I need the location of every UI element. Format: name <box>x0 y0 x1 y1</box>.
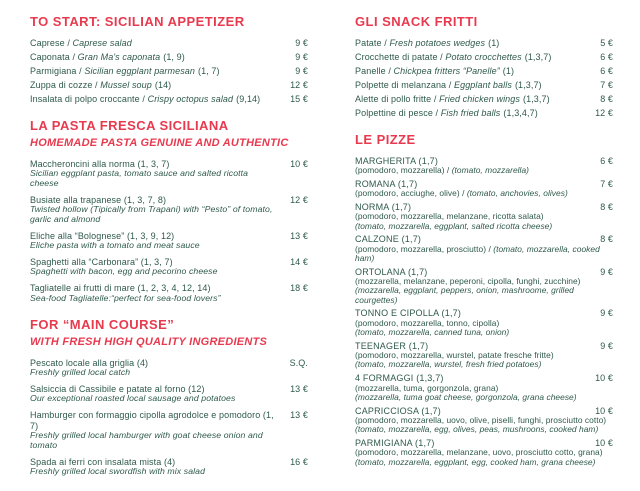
item-name: CAPRICCIOSA (1,7) <box>355 405 441 416</box>
menu-item <box>355 234 613 263</box>
menu-section <box>30 15 308 105</box>
item-price: 5 € <box>600 38 613 48</box>
pizza-ingredients-line <box>355 222 613 231</box>
item-separator: / <box>69 52 78 62</box>
item-separator: / <box>92 80 101 90</box>
ingredients-italian: (pomodoro, mozzarella, uovo, olive, piselli, funghi, prosciutto cotto) <box>355 415 607 426</box>
menu-item <box>30 159 308 189</box>
ingredients-italian: (pomodoro, mozzarella, melanzane, uovo, prosciutto cotto, grana) <box>355 447 603 458</box>
menu-item <box>355 80 613 91</box>
item-price: 7 € <box>600 178 613 189</box>
item-name: Zuppa di cozze <box>30 80 93 90</box>
item-price: 9 € <box>295 38 308 48</box>
section-subtitle: HOMEMADE PASTA GENUINE AND AUTHENTIC <box>30 136 289 149</box>
menu-item <box>30 358 308 378</box>
pizza-ingredients-line <box>355 425 613 434</box>
item-price: 9 € <box>295 52 308 62</box>
pizza-ingredients-line <box>355 245 613 263</box>
menu-item-row <box>355 66 613 77</box>
item-allergens: (1,3,7) <box>514 80 542 90</box>
ingredients-english: (tomato, mozzarella) <box>451 165 530 175</box>
item-name: Polpette di melanzana <box>355 80 447 90</box>
menu-item-text <box>30 66 220 77</box>
item-name: Hamburger con formaggio cipolla agrodolce e pomodoro (1, 7) <box>30 410 274 431</box>
menu-item <box>355 38 613 49</box>
item-price: 6 € <box>600 52 613 62</box>
ingredients-english: (tomato, mozzarella, wurstel, fresh fried potatoes) <box>355 359 542 370</box>
ingredients-italian: (pomodoro, mozzarella, melanzane, ricotta salata) <box>355 211 544 222</box>
menu-item <box>30 66 308 77</box>
item-translation: Mussel soup <box>100 80 152 90</box>
item-name: Parmigiana <box>30 66 77 76</box>
menu-item <box>355 94 613 105</box>
menu-item <box>355 66 613 77</box>
item-name: Maccheroncini alla norma (1, 3, 7) <box>30 158 170 169</box>
pizza-ingredients-line <box>355 166 613 175</box>
ingredients-english: (tomato, mozzarella, eggplant, egg, cooked ham, grana cheese) <box>355 456 596 467</box>
item-name: 4 FORMAGGI (1,3,7) <box>355 373 444 384</box>
item-separator: / <box>459 188 467 199</box>
menu-item-text <box>30 38 132 49</box>
section-subtitle: WITH FRESH HIGH QUALITY INGREDIENTS <box>30 335 268 348</box>
item-name: TEENAGER (1,7) <box>355 340 429 351</box>
ingredients-italian: (pomodoro, mozzarella) <box>355 165 445 175</box>
menu-item-row <box>30 38 308 49</box>
menu-item <box>30 384 308 404</box>
item-description: Freshly grilled local swordfish with mix salad <box>30 466 206 477</box>
item-description: Sea-food Tagliatelle:“perfect for sea-food lovers” <box>30 292 221 303</box>
pizza-ingredients-line <box>355 328 613 337</box>
item-price: S.Q. <box>289 357 308 368</box>
menu-item-row <box>30 80 308 91</box>
item-price: 7 € <box>600 80 613 90</box>
ingredients-italian: (pomodoro, acciughe, olive) <box>355 188 460 199</box>
pizza-ingredients-line <box>355 286 613 304</box>
menu-item-text <box>30 52 185 63</box>
item-translation: Fresh potatoes wedges <box>389 38 486 48</box>
menu-item-row <box>30 457 308 468</box>
menu-section <box>355 133 613 467</box>
menu-item <box>30 80 308 91</box>
item-description: Sicilian eggplant pasta, tomato sauce and salted ricotta cheese <box>30 168 249 188</box>
section-title: LE PIZZE <box>355 131 416 147</box>
pizza-ingredients-line <box>355 360 613 369</box>
ingredients-italian: (pomodoro, mozzarella, tonno, cipolla) <box>355 317 500 328</box>
menu-item-row <box>30 52 308 63</box>
item-separator: / <box>437 52 446 62</box>
menu-item <box>30 94 308 105</box>
item-price: 14 € <box>290 256 308 267</box>
item-allergens: (14) <box>154 80 172 90</box>
pizza-ingredients-line <box>355 458 613 467</box>
menu-item <box>30 195 308 225</box>
menu-item <box>30 457 308 477</box>
ingredients-english: (tomato, mozzarella, canned tuna, onion) <box>355 327 510 338</box>
item-price: 6 € <box>600 66 613 76</box>
item-price: 9 € <box>295 66 308 76</box>
item-translation: Gran Ma's caponata <box>77 52 161 62</box>
item-price: 8 € <box>600 234 613 245</box>
menu-item <box>355 373 613 402</box>
item-name: Patate <box>355 38 382 48</box>
item-description: Our exceptional roasted local sausage and potatoes <box>30 393 236 404</box>
item-name: Panelle <box>355 66 386 76</box>
menu-item <box>355 267 613 305</box>
menu-item-text <box>355 52 551 63</box>
item-name: Busiate alla trapanese (1, 3, 7, 8) <box>30 194 167 205</box>
item-allergens: (9,14) <box>236 94 261 104</box>
menu-item-text <box>355 80 542 91</box>
item-price: 10 € <box>595 373 613 384</box>
ingredients-english: (mozzarella, eggplant, peppers, onion, mashroome, grilled courgettes) <box>355 285 574 305</box>
item-name: Salsiccia di Cassibile e patate al forno (12) <box>30 383 205 394</box>
menu-item-row <box>355 108 613 119</box>
item-separator: / <box>432 108 441 118</box>
menu-item-text <box>355 108 538 119</box>
item-name: Alette di pollo fritte <box>355 94 432 104</box>
menu-item <box>30 257 308 277</box>
ingredients-english: (tomato, anchovies, olives) <box>466 188 568 199</box>
item-separator: / <box>385 66 394 76</box>
item-translation: Crispy octopus salad <box>147 94 234 104</box>
item-price: 13 € <box>290 383 308 394</box>
menu-item-row <box>355 38 613 49</box>
section-title: LA PASTA FRESCA SICILIANA <box>30 117 229 133</box>
item-name: Eliche alla “Bolognese” (1, 3, 9, 12) <box>30 230 175 241</box>
item-price: 12 € <box>290 194 308 205</box>
ingredients-english: (mozzarella, tuma goat cheese, gorgonzola, grana cheese) <box>355 391 577 402</box>
menu-item <box>355 308 613 337</box>
item-allergens: (1) <box>488 38 500 48</box>
item-price: 13 € <box>290 410 308 421</box>
item-separator: / <box>444 165 452 175</box>
item-description: Eliche pasta with a tomato and meat sauce <box>30 240 200 251</box>
item-separator: / <box>381 38 390 48</box>
item-price: 9 € <box>600 340 613 351</box>
item-price: 10 € <box>595 405 613 416</box>
pizza-ingredients-line <box>355 393 613 402</box>
item-price: 10 € <box>290 158 308 169</box>
ingredients-italian: (mozzarella, tuma, gorgonzola, grana) <box>355 382 499 393</box>
item-translation: Potato crocchettes <box>445 52 522 62</box>
item-separator: / <box>139 94 148 104</box>
item-translation: Sicilian eggplant parmesan <box>84 66 196 76</box>
menu-item <box>355 406 613 435</box>
menu-section <box>355 15 613 119</box>
item-separator: / <box>76 66 85 76</box>
item-price: 8 € <box>600 94 613 104</box>
item-separator: / <box>446 80 454 90</box>
menu-section <box>30 318 308 477</box>
section-title: GLI SNACK FRITTI <box>355 14 478 29</box>
item-translation: Fried chicken wings <box>439 94 520 104</box>
menu-item <box>355 179 613 199</box>
item-price: 12 € <box>595 108 613 118</box>
item-name: Spada ai ferri con insalata mista (4) <box>30 456 176 467</box>
menu-item-row <box>30 410 308 431</box>
item-name: CALZONE (1,7) <box>355 234 422 245</box>
ingredients-italian: (pomodoro, mozzarella, prosciutto) <box>355 243 487 254</box>
menu-item <box>355 156 613 176</box>
item-name: TONNO E CIPOLLA (1,7) <box>355 308 462 319</box>
menu-item <box>30 231 308 251</box>
item-translation: Fish fried balls <box>440 108 501 118</box>
item-name: Tagliatelle ai frutti di mare (1, 2, 3, 4, 12, 14) <box>30 283 211 294</box>
item-name: Polpettine di pesce <box>355 108 433 118</box>
menu-item-row <box>30 94 308 105</box>
menu-item-row <box>30 66 308 77</box>
item-name: ROMANA (1,7) <box>355 178 418 189</box>
item-allergens: (1) <box>502 66 515 76</box>
item-price: 16 € <box>290 456 308 467</box>
item-description: Freshly grilled local hamburger with goat cheese onion and tomato <box>30 430 263 450</box>
menu-item <box>30 52 308 63</box>
item-name: PARMIGIANA (1,7) <box>355 437 435 448</box>
item-name: Caponata <box>30 52 70 62</box>
menu-section <box>30 119 308 304</box>
item-price: 9 € <box>600 308 613 319</box>
menu-item <box>30 38 308 49</box>
menu-item <box>30 410 308 451</box>
ingredients-italian: (pomodoro, mozzarella, wurstel, patate fresche fritte) <box>355 350 554 361</box>
item-separator: / <box>64 38 73 48</box>
item-price: 10 € <box>595 437 613 448</box>
item-allergens: (1,3,7) <box>524 52 552 62</box>
item-description: Freshly grilled local catch <box>30 367 131 378</box>
item-allergens: (1,3,4,7) <box>503 108 538 118</box>
menu-item <box>355 202 613 231</box>
item-name: Caprese <box>30 38 65 48</box>
menu-item <box>355 108 613 119</box>
item-name: Crocchette di patate <box>355 52 438 62</box>
menu-item <box>355 438 613 467</box>
item-name: MARGHERITA (1,7) <box>355 155 439 166</box>
ingredients-italian: (mozzarella, melanzane, peperoni, cipolla, funghi, zucchine) <box>355 276 581 287</box>
section-title: FOR “MAIN COURSE” <box>30 316 175 332</box>
item-price: 9 € <box>600 266 613 277</box>
menu-item-text <box>355 66 514 77</box>
item-price: 12 € <box>290 80 308 90</box>
menu-item-text <box>355 38 499 49</box>
item-name: Spaghetti alla “Carbonara” (1, 3, 7) <box>30 256 173 267</box>
item-description: Spaghetti with bacon, egg and pecorino cheese <box>30 266 218 277</box>
item-translation: Chickpea fritters “Panelle” <box>393 66 500 76</box>
menu-column <box>355 15 613 481</box>
item-price: 6 € <box>600 155 613 166</box>
item-allergens: (1,3,7) <box>523 94 550 104</box>
menu-item-row <box>355 94 613 105</box>
item-description: Twisted hollow (Tipically from Trapani) with “Pesto” of tomato, garlic and almond <box>30 204 273 224</box>
menu-item-row <box>355 52 613 63</box>
menu-item <box>355 52 613 63</box>
item-name: ORTOLANA (1,7) <box>355 266 428 277</box>
menu-item-text <box>355 94 550 105</box>
item-translation: Eggplant balls <box>453 80 512 90</box>
item-price: 15 € <box>290 94 308 104</box>
item-name: Pescato locale alla griglia (4) <box>30 357 149 368</box>
ingredients-english: (tomato, mozzarella, egg, olives, peas, mushroons, cooked ham) <box>355 424 599 435</box>
menu-column <box>30 15 308 491</box>
section-title: TO START: SICILIAN APPETIZER <box>30 14 245 29</box>
item-allergens: (1, 9) <box>163 52 185 62</box>
menu-item <box>30 283 308 303</box>
ingredients-english: (tomato, mozzarella, eggplant, salted ricotta cheese) <box>355 220 553 231</box>
menu-item <box>355 341 613 370</box>
ingredients-english: (tomato, mozzarella, cooked ham) <box>355 243 600 264</box>
item-name: Insalata di polpo croccante <box>30 94 140 104</box>
menu-item-row <box>355 80 613 91</box>
menu-item-text <box>30 94 260 105</box>
pizza-ingredients-line <box>355 189 613 198</box>
item-price: 8 € <box>600 201 613 212</box>
item-name: NORMA (1,7) <box>355 201 412 212</box>
item-translation: Caprese salad <box>72 38 132 48</box>
item-separator: / <box>486 243 494 254</box>
item-price: 18 € <box>290 283 308 294</box>
item-allergens: (1, 7) <box>198 66 220 76</box>
menu-item-text <box>30 80 171 91</box>
item-price: 13 € <box>290 230 308 241</box>
item-separator: / <box>431 94 440 104</box>
